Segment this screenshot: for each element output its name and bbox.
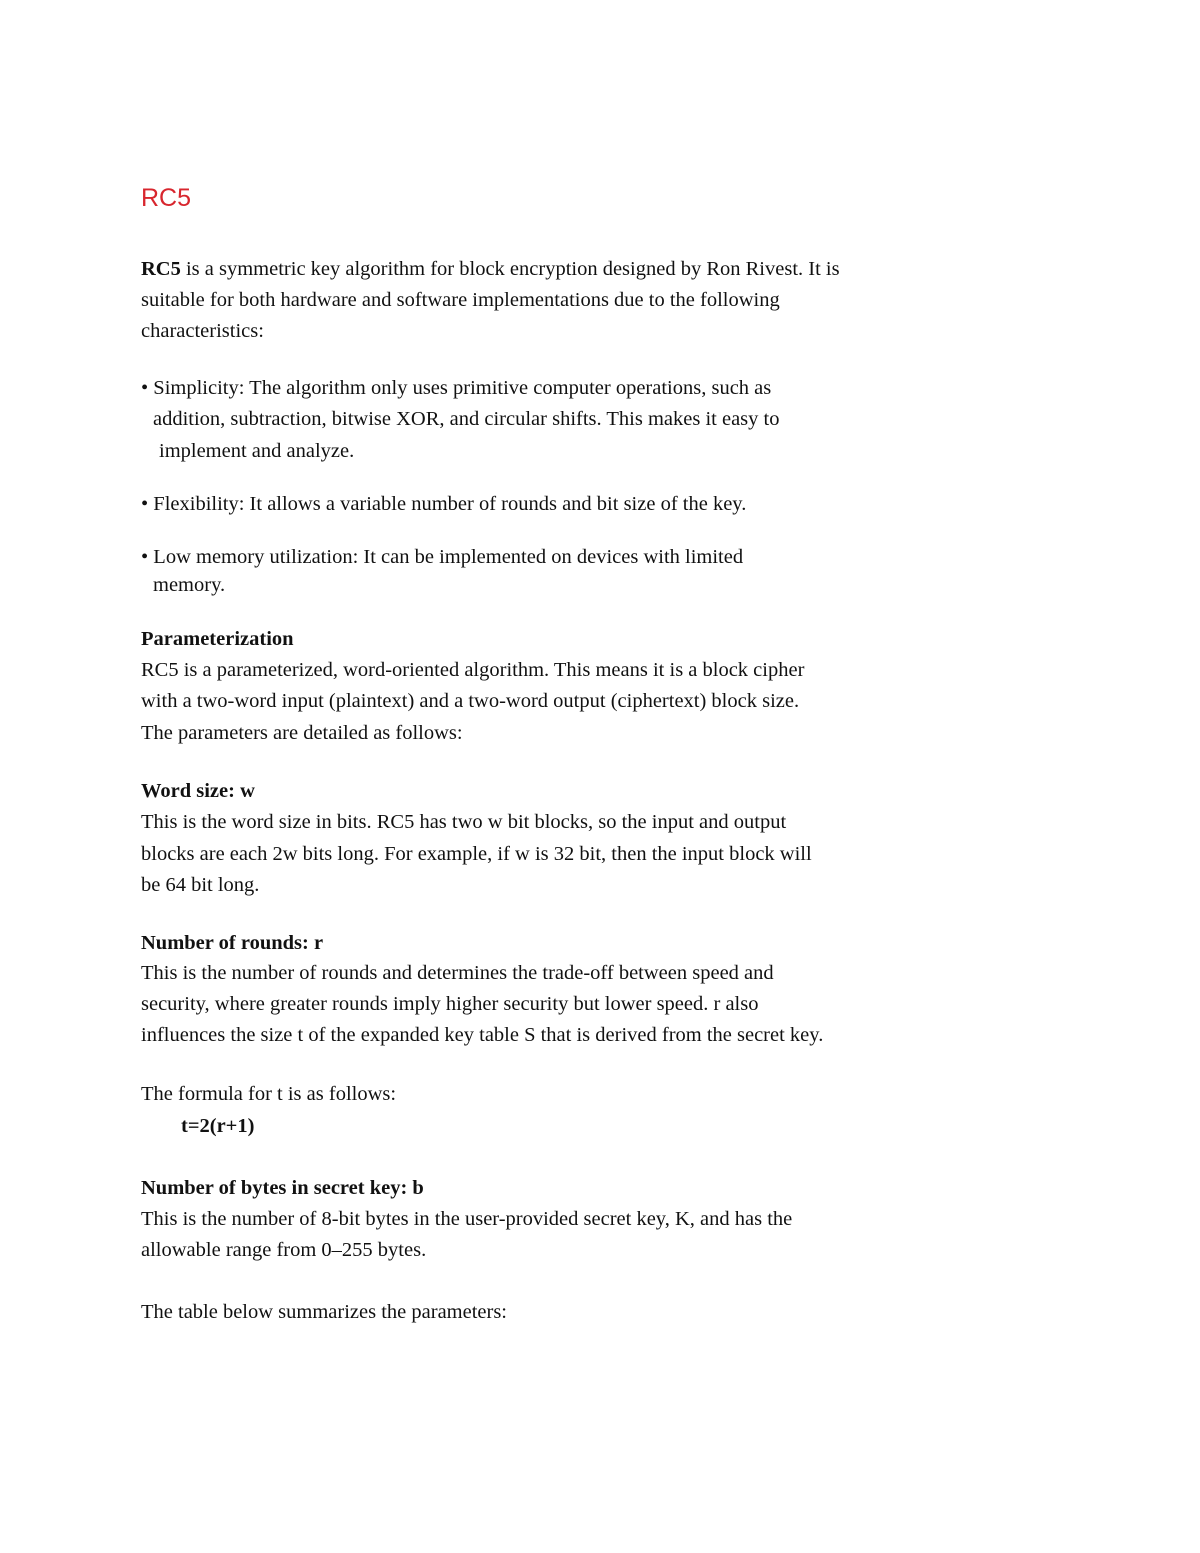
rounds-heading: Number of rounds: r [141,932,324,954]
word-size-line-1: This is the word size in bits. RC5 has two w bit blocks, so the input and output [141,811,787,833]
document-title: RC5 [141,184,192,212]
rounds-line-3: influences the size t of the expanded key table S that is derived from the secret key. [141,1024,824,1046]
key-bytes-heading: Number of bytes in secret key: b [141,1177,424,1199]
intro-line-1-rest: is a symmetric key algorithm for block encryption designed by Ron Rivest. It is [180,258,840,280]
bullet-memory-line-1: • Low memory utilization: It can be implemented on devices with limited [141,546,744,568]
bullet-flexibility: • Flexibility: It allows a variable number of rounds and bit size of the key. [141,493,747,515]
word-size-line-3: be 64 bit long. [141,874,260,896]
intro-lead: RC5 [141,258,181,280]
bullet-simplicity-line-2: addition, subtraction, bitwise XOR, and circular shifts. This makes it easy to [153,408,780,430]
parameterization-line-1: RC5 is a parameterized, word-oriented algorithm. This means it is a block cipher [141,659,805,681]
summary-line: The table below summarizes the parameters: [141,1301,508,1323]
key-bytes-line-1: This is the number of 8-bit bytes in the user-provided secret key, K, and has the [141,1208,793,1230]
word-size-heading: Word size: w [141,780,255,802]
intro-line-2: suitable for both hardware and software implementations due to the following [141,289,780,311]
rounds-line-1: This is the number of rounds and determines the trade-off between speed and [141,962,774,984]
parameterization-line-3: The parameters are detailed as follows: [141,722,463,744]
parameterization-line-2: with a two-word input (plaintext) and a two-word output (ciphertext) block size. [141,690,800,712]
bullet-simplicity-line-3: implement and analyze. [159,440,355,462]
formula-intro: The formula for t is as follows: [141,1083,397,1105]
intro-line-3: characteristics: [141,320,264,342]
key-bytes-line-2: allowable range from 0–255 bytes. [141,1239,427,1261]
bullet-simplicity-line-1: • Simplicity: The algorithm only uses primitive computer operations, such as [141,377,772,399]
bullet-memory-line-2: memory. [153,574,226,596]
intro-line-1 [141,256,840,282]
word-size-line-2: blocks are each 2w bits long. For example, if w is 32 bit, then the input block will [141,843,812,865]
rounds-line-2: security, where greater rounds imply higher security but lower speed. r also [141,993,759,1015]
formula-expression: t=2(r+1) [181,1115,255,1137]
parameterization-heading: Parameterization [141,628,294,650]
